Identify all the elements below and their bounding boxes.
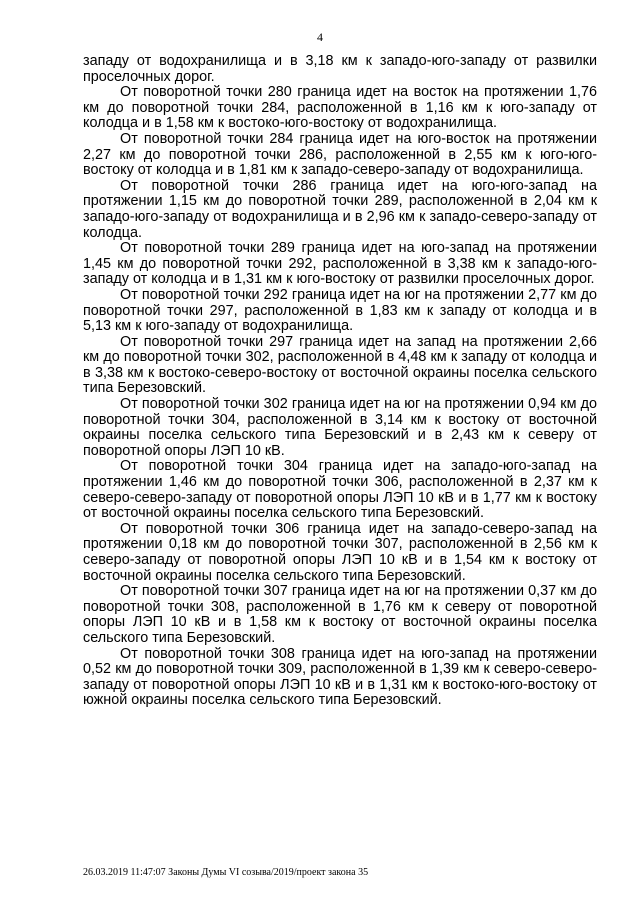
page-number: 4 [317, 30, 323, 44]
paragraph: От поворотной точки 292 граница идет на юг на протяжении 2,77 км до поворотной точки 297, расположенной в 1,83 км к западу от колодца и в 5,13 км к юго-западу от водохранилища. [83, 286, 597, 335]
paragraph: западу от водохранилища и в 3,18 км к западо-юго-западу от развилки проселочных дорог. [83, 53, 597, 85]
paragraph: От поворотной точки 286 граница идет на юго-юго-запад на протяжении 1,15 км до поворотной точки 289, расположенной в 2,04 км к западо-юго-западу от водохранилища и в 2,96 км к западо-северо-западу от колодца. [83, 177, 597, 241]
paragraph: От поворотной точки 297 граница идет на запад на протяжении 2,66 км до поворотной точки 302, расположенной в 4,48 км к западу от колодца и в 3,38 км к востоко-северо-востоку от восточной окраины поселка сельского типа Березовский. [83, 333, 597, 397]
paragraph: От поворотной точки 307 граница идет на юг на протяжении 0,37 км до поворотной точки 308, расположенной в 1,76 км к северу от поворотной опоры ЛЭП 10 кВ и в 1,58 км к востоку от восточной окраины поселка сельского типа Березовский. [83, 583, 597, 646]
paragraph: От поворотной точки 308 граница идет на юго-запад на протяжении 0,52 км до поворотной точки 309, расположенной в 1,39 км к северо-северо-западу от поворотной опоры ЛЭП 10 кВ и в 1,31 км к востоко-юго-востоку от южной окраины поселка сельского типа Березовский. [83, 645, 597, 709]
paragraph: От поворотной точки 280 граница идет на восток на протяжении 1,76 км до поворотной точки 284, расположенной в 1,16 км к юго-западу от колодца и в 1,58 км к востоко-юго-востоку от водохранилища. [83, 84, 597, 132]
paragraph: От поворотной точки 306 граница идет на западо-северо-запад на протяжении 0,18 км до поворотной точки 307, расположенной в 2,56 км к северо-западу от поворотной опоры ЛЭП 10 кВ и в 1,54 км к востоку от восточной окраины поселка сельского типа Березовский. [83, 520, 597, 584]
paragraph: От поворотной точки 304 граница идет на западо-юго-запад на протяжении 1,46 км до поворотной точки 306, расположенной в 2,37 км к северо-северо-западу от поворотной опоры ЛЭП 10 кВ и в 1,77 км к востоку от восточной окраины поселка сельского типа Березовский. [83, 458, 597, 522]
footer-stamp: 26.03.2019 11:47:07 Законы Думы VI созыва/2019/проект закона 35 [83, 867, 369, 878]
document-body [83, 54, 597, 709]
paragraph: От поворотной точки 289 граница идет на юго-запад на протяжении 1,45 км до поворотной точки 292, расположенной в 3,38 км к западо-юго-западу от колодца и в 1,31 км к юго-востоку от развилки проселочных дорог. [83, 240, 597, 288]
paragraph: От поворотной точки 284 граница идет на юго-восток на протяжении 2,27 км до поворотной точки 286, расположенной в 2,55 км к юго-юго-востоку от колодца и в 1,81 км к западо-северо-западу от водохранилища. [83, 130, 597, 179]
paragraph: От поворотной точки 302 граница идет на юг на протяжении 0,94 км до поворотной точки 304, расположенной в 3,14 км к востоку от восточной окраины поселка сельского типа Березовский и в 2,43 км к северу от поворотной опоры ЛЭП 10 кВ. [83, 396, 597, 459]
